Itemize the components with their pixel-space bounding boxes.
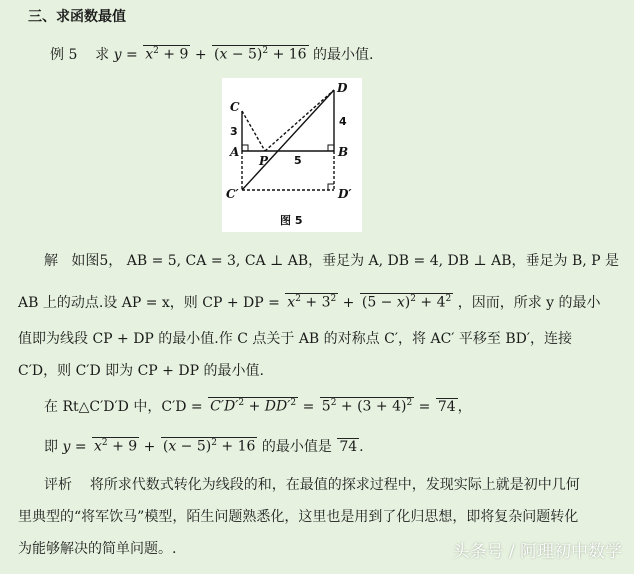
solution-line-3: 值即为线段 CP + DP 的最小值.作 C 点关于 AB 的对称点 C′，将 AC′ 平移至 BD′，连接 — [18, 331, 573, 347]
label-c: C — [230, 100, 240, 114]
solution-text-2a: AB 上的动点.设 AP = x，则 CP + DP = — [18, 295, 280, 311]
solution-line-1 — [44, 250, 619, 270]
right-angle-d-prime — [328, 184, 334, 190]
solution-text-2b: ，因而，所求 y 的最小 — [457, 295, 601, 311]
label-a: A — [230, 145, 240, 159]
comment-line-1 — [44, 474, 580, 494]
solution-line-4: C′D，则 C′D 即为 CP + DP 的最小值. — [18, 363, 264, 379]
length-db: 4 — [339, 115, 347, 128]
right-angle-a — [242, 145, 248, 151]
solution-text-5d: ， — [457, 399, 472, 415]
example-text-post: 的最小值. — [313, 47, 374, 63]
solution-text-6a: 即 — [44, 439, 58, 455]
solution-text-6b: 的最小值是 — [261, 439, 332, 455]
solution-text-6c: . — [359, 439, 364, 455]
solution-text-5a: 在 Rt△C′D′D 中，C′D = — [44, 399, 203, 415]
solution-line-2: AB 上的动点.设 AP = x，则 CP + DP = $x^2 + 3^2 + (5 - x)^2 + 4^2$ ，因而，所求 y 的最小 — [18, 294, 601, 311]
label-d: D — [337, 81, 348, 95]
example-text-pre: 求 — [95, 47, 110, 63]
segment-c-prime-d — [242, 90, 334, 190]
right-angle-b — [328, 145, 334, 151]
solution-text-5b: = — [302, 399, 315, 415]
label-d-prime: D′ — [338, 187, 352, 201]
solution-line-5: 在 Rt△C′D′D 中，$C'D = C'D'^2 + DD'^2 = 5^2 + (3 + 4)^2 = 74$ ， — [44, 398, 472, 415]
section-heading: 三、求函数最值 — [28, 9, 126, 25]
geometry-figure — [222, 78, 362, 232]
length-ab: 5 — [294, 154, 302, 167]
solution-text-5c: = — [418, 399, 431, 415]
label-p: P — [259, 154, 269, 168]
label-b: B — [338, 145, 349, 159]
comment-label: 评析 — [44, 477, 72, 493]
length-ca: 3 — [230, 125, 238, 138]
label-c-prime: C′ — [226, 187, 239, 201]
comment-line-2: 里典型的“将军饮马”模型，陌生问题熟悉化，这里也是用到了化归思想，即将复杂问题转化 — [18, 509, 579, 525]
solution-text-1: 如图5， AB = 5, CA = 3, CA ⊥ AB，垂足为 A, DB = 4, DB ⊥ AB，垂足为 B, P 是 — [71, 253, 619, 269]
comment-text-1: 将所求代数式转化为线段的和，在最值的探求过程中，发现实际上就是初中几何 — [89, 477, 580, 493]
solution-line-6: 即 $y = x^2 + 9 + (x - 5)^2 + 16$ 的最小值是 74 . — [44, 438, 364, 455]
example-label: 例 5 — [50, 47, 78, 63]
comment-line-3: 为能够解决的简单问题。. — [18, 541, 177, 557]
figure-caption: 图 5 — [280, 214, 303, 227]
watermark-text: 头条号 / 阿理初中数学 — [452, 542, 622, 562]
segment-pd — [265, 90, 334, 151]
figure-drawing — [222, 78, 362, 232]
solution-label: 解 — [44, 253, 58, 269]
example-line: 例 5 求 $y = x^2 + 9 + (x - 5)^2 + 16$ 的最小值. — [50, 46, 374, 63]
